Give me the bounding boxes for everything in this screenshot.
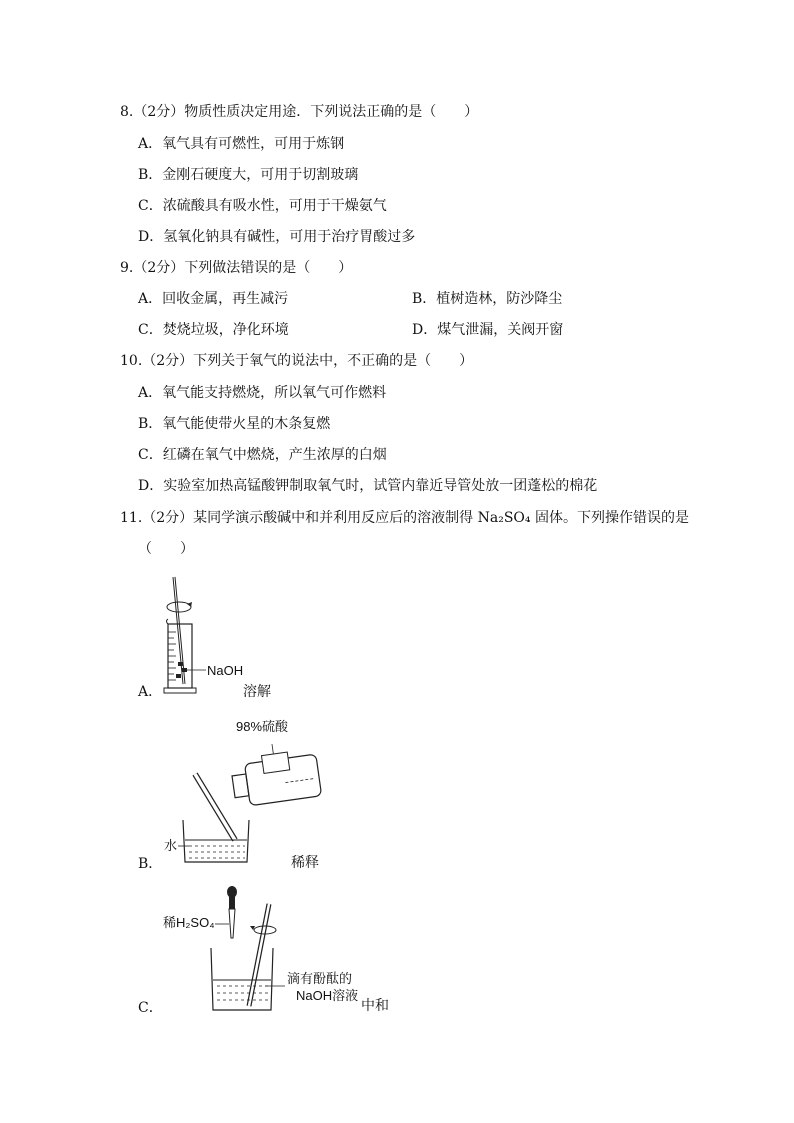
label-naoh-solution: NaOH溶液 <box>296 988 359 1003</box>
q8-option-a: A．氧气具有可燃性，可用于炼钢 <box>138 136 345 152</box>
q11-option-c-caption: 中和 <box>361 998 389 1014</box>
q10-option-d: D．实验室加热高锰酸钾制取氧气时，试管内靠近导管处放一团蓬松的棉花 <box>138 478 598 494</box>
q8-option-d: D．氢氧化钠具有碱性，可用于治疗胃酸过多 <box>138 229 416 245</box>
label-98-sulfuric-acid: 98%硫酸 <box>236 719 289 734</box>
q8-option-c: C．浓硫酸具有吸水性，可用于干燥氨气 <box>138 198 387 214</box>
q9-option-b: B．植树造林，防沙降尘 <box>412 291 563 307</box>
q9-option-d: D．煤气泄漏，关阀开窗 <box>412 322 564 338</box>
q9-option-a: A．回收金属，再生减污 <box>138 291 289 307</box>
q8-option-b: B．金刚石硬度大，可用于切割玻璃 <box>138 167 359 183</box>
q11-answer-paren: （ ） <box>138 541 194 557</box>
label-water: 水 <box>164 838 178 853</box>
q11-option-b-letter: B． <box>138 856 163 872</box>
q10-stem: 10.（2分）下列关于氧气的说法中，不正确的是（ ） <box>120 353 474 369</box>
q9-stem: 9.（2分）下列做法错误的是（ ） <box>120 260 353 276</box>
q10-option-a: A．氧气能支持燃烧，所以氧气可作燃料 <box>138 385 387 401</box>
figure-diluting-acid <box>175 740 335 870</box>
label-phenolphthalein-solution: 滴有酚酞的 <box>287 971 353 986</box>
label-naoh: NaOH <box>207 663 244 678</box>
q11-option-c-letter: C． <box>138 1000 163 1016</box>
q11-stem: 11.（2分）某同学演示酸碱中和并利用反应后的溶液制得 Na₂SO₄ 固体。下列操作错误的是 <box>120 510 689 526</box>
q11-option-b-caption: 稀释 <box>291 855 319 871</box>
q9-option-c: C．焚烧垃圾，净化环境 <box>138 322 289 338</box>
q10-option-c: C．红磷在氧气中燃烧，产生浓厚的白烟 <box>138 447 387 463</box>
q11-option-a-caption: 溶解 <box>243 684 271 700</box>
figure-neutralization <box>205 886 295 1016</box>
label-dilute-h2so4: 稀H₂SO₄ <box>163 915 215 930</box>
q8-stem: 8.（2分）物质性质决定用途．下列说法正确的是（ ） <box>120 104 479 120</box>
q11-option-a-letter: A． <box>138 684 163 700</box>
q10-option-b: B．氧气能使带火星的木条复燃 <box>138 416 331 432</box>
